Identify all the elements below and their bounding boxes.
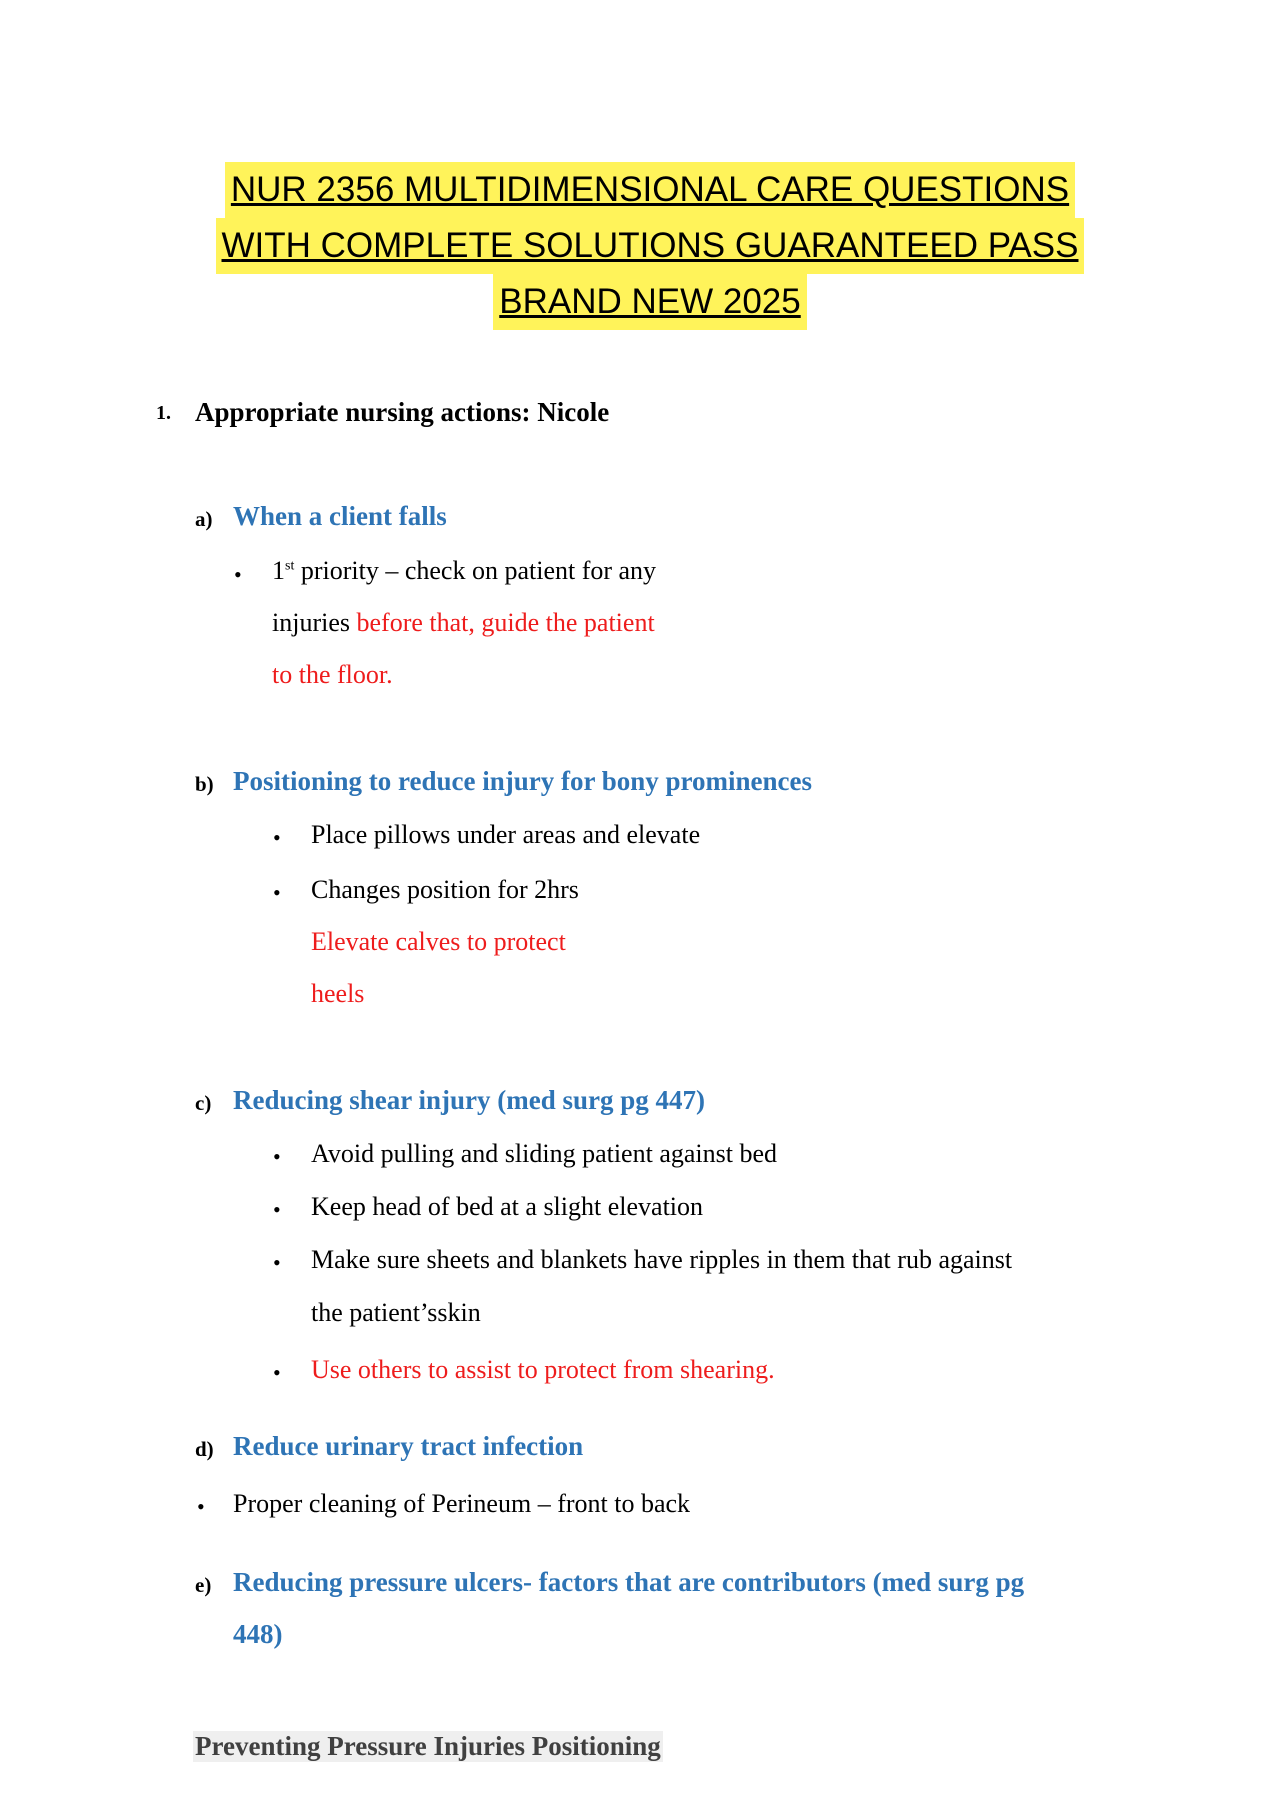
document-title-line-1: NUR 2356 MULTIDIMENSIONAL CARE QUESTIONS xyxy=(150,162,1150,218)
subsection-d-heading: Reduce urinary tract infection xyxy=(233,1431,584,1461)
subsection-a-line-3: to the floor. xyxy=(272,660,393,689)
subsection-d-item: Proper cleaning of Perineum – front to back xyxy=(233,1489,691,1518)
question-title: Appropriate nursing actions: Nicole xyxy=(195,397,610,427)
bullet-d-1: • xyxy=(197,1494,205,1519)
bullet-c-3: • xyxy=(273,1250,281,1275)
subsection-e-heading-line-2: 448) xyxy=(233,1619,283,1649)
subsection-b-item-2: Changes position for 2hrs xyxy=(311,875,579,904)
subsection-a-label: a) xyxy=(195,507,213,531)
document-title-line-2: WITH COMPLETE SOLUTIONS GUARANTEED PASS xyxy=(150,218,1150,274)
subsection-a-heading: When a client falls xyxy=(233,501,447,531)
subsection-b-item-1: Place pillows under areas and elevate xyxy=(311,820,701,849)
subsection-c-item-3-continued: the patient’sskin xyxy=(311,1298,481,1327)
bullet-c-1: • xyxy=(273,1144,281,1169)
subsection-c-heading: Reducing shear injury (med surg pg 447) xyxy=(233,1085,706,1115)
subsection-e-heading-line-1: Reducing pressure ulcers- factors that are contributors (med surg pg xyxy=(233,1567,1025,1597)
bullet-b-2: • xyxy=(273,880,281,905)
subsection-a-line-2: injuries before that, guide the patient xyxy=(272,608,655,637)
document-title-line-3: BRAND NEW 2025 xyxy=(150,274,1150,330)
bullet-c-4: • xyxy=(273,1360,281,1385)
section-heading: Preventing Pressure Injuries Positioning xyxy=(195,1731,661,1761)
subsection-c-label: c) xyxy=(195,1091,212,1115)
subsection-b-label: b) xyxy=(195,772,214,796)
subsection-e-label: e) xyxy=(195,1573,212,1597)
bullet-a-1: • xyxy=(234,562,242,587)
subsection-b-red-line-1: Elevate calves to protect xyxy=(311,927,566,956)
subsection-d-label: d) xyxy=(195,1437,214,1461)
question-number: 1. xyxy=(156,402,171,424)
subsection-c-red-item: Use others to assist to protect from shearing. xyxy=(311,1355,775,1384)
subsection-c-item-1: Avoid pulling and sliding patient against bed xyxy=(311,1139,778,1168)
bullet-b-1: • xyxy=(273,825,281,850)
bullet-c-2: • xyxy=(273,1197,281,1222)
subsection-c-item-3: Make sure sheets and blankets have ripples in them that rub against xyxy=(311,1245,1013,1274)
subsection-c-item-2: Keep head of bed at a slight elevation xyxy=(311,1192,704,1221)
subsection-a-line-1: 1st priority – check on patient for any xyxy=(272,556,657,585)
subsection-b-red-line-2: heels xyxy=(311,979,365,1008)
subsection-b-heading: Positioning to reduce injury for bony prominences xyxy=(233,766,813,796)
